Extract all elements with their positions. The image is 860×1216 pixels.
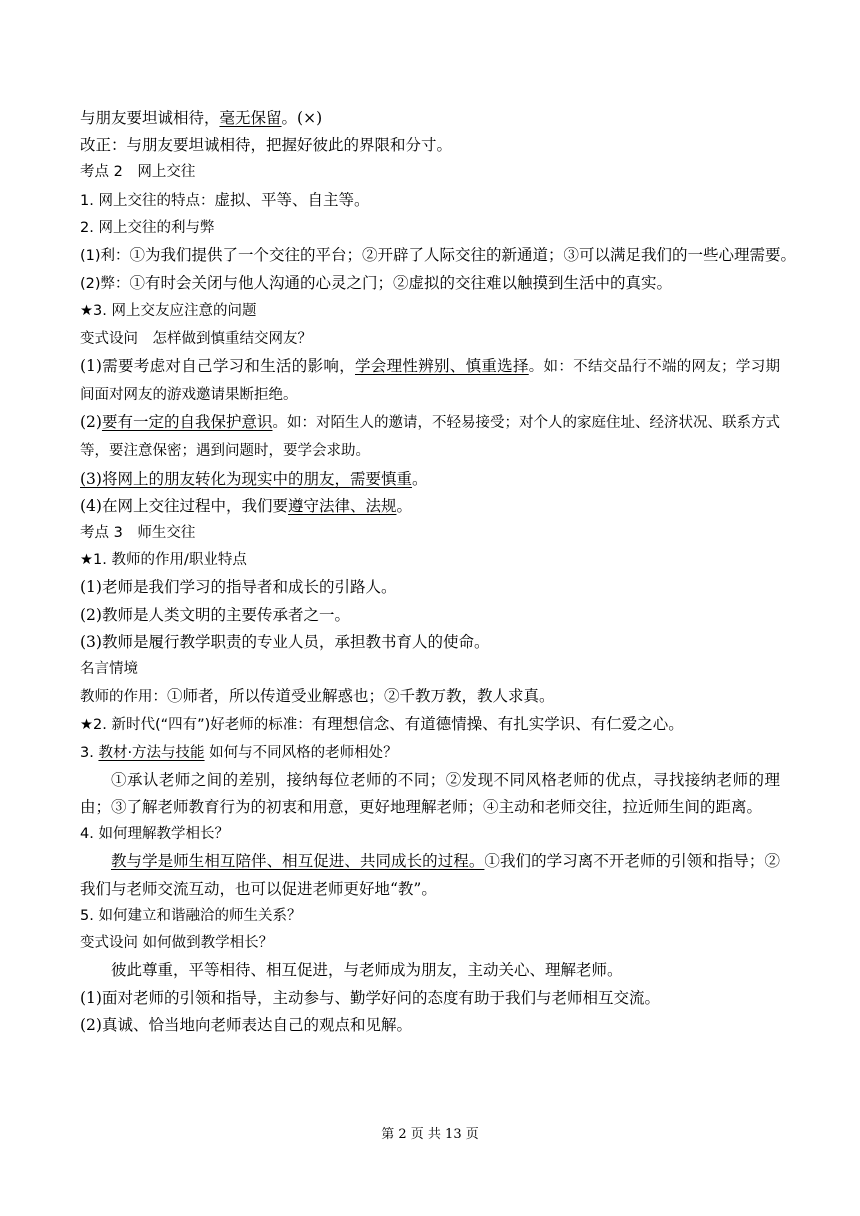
- item-label: ★2. 新时代(“四有”)好老师的标准：: [80, 717, 312, 734]
- text-line: (1)老师是我们学习的指导者和成长的引路人。: [80, 578, 397, 597]
- underlined-text: 要有一定的自我保护意识: [101, 413, 273, 432]
- text-span: 3.: [80, 744, 99, 761]
- page-content: [80, 105, 797, 1039]
- item-label: (2)弊：: [80, 276, 130, 293]
- text-span: (2): [80, 413, 102, 432]
- item-heading: ★1. 教师的作用/职业特点: [80, 552, 247, 569]
- underlined-text: (3)将网上的朋友转化为现实中的朋友，: [80, 469, 350, 488]
- text-line: [80, 242, 797, 270]
- text-span: 与朋友要坦诚相待，: [80, 109, 220, 127]
- text-span: ①师者，所以传道受业解惑也；②千教万教，教人求真。: [167, 687, 555, 706]
- correction-line: 改正：与朋友要坦诚相待，把握好彼此的界限和分寸。: [80, 136, 453, 155]
- text-line: (2)教师是人类文明的主要传承者之一。: [80, 605, 350, 624]
- text-line: (2)真诚、恰当地向老师表达自己的观点和见解。: [80, 1015, 412, 1034]
- item-label: 教师的作用：: [80, 689, 167, 706]
- text-line: [80, 493, 780, 520]
- underlined-text: 学会理性辨别、慎重选择: [355, 356, 529, 375]
- underlined-text: 需要慎重: [349, 469, 412, 488]
- item-heading: [80, 740, 780, 767]
- section-heading: 考点 3 师生交往: [80, 525, 196, 542]
- text-paragraph: [80, 409, 780, 465]
- text-span: ①为我们提供了一个交往的平台；②开辟了人际交往的新通道；③可以满足我们的一些心理需要。: [129, 246, 797, 265]
- text-paragraph: [80, 353, 780, 409]
- underlined-text: 毫无保留: [219, 109, 282, 127]
- underlined-text: 教材·方法与技能: [98, 744, 205, 761]
- text-span: 。(×): [281, 109, 323, 127]
- text-span: 。: [396, 496, 412, 515]
- text-line: [80, 711, 780, 739]
- text-span: ①我们的学习离不开老师的引领和指导；②我们与老师交流互动，也可以促进老师更好地“教”。: [80, 852, 780, 898]
- text-span: 有理想信念、有道德情操、有扎实学识、有仁爱之心。: [311, 715, 684, 734]
- item-heading: 5. 如何建立和谐融洽的师生关系？: [80, 907, 302, 924]
- text-line: 彼此尊重，平等相待、相互促进，与老师成为朋友，主动关心、理解老师。: [111, 961, 623, 980]
- text-line: [80, 466, 780, 493]
- text-span: 。: [411, 469, 428, 488]
- item-heading: ★3. 网上交友应注意的问题: [80, 303, 257, 320]
- item-heading: 4. 如何理解教学相长？: [80, 826, 229, 843]
- text-span: ①有时会关闭与他人沟通的心灵之门；②虚拟的交往难以触摸到生活中的真实。: [129, 274, 673, 293]
- text-line: (1)面对老师的引领和指导，主动参与、勤学好问的态度有助于我们与老师相互交流。: [80, 988, 660, 1007]
- text-span: 虚拟、平等、自主等。: [214, 190, 370, 209]
- item-heading: 1. 网上交往的特点：: [80, 192, 215, 209]
- text-span: (1)需要考虑对自己学习和生活的影响，: [80, 356, 355, 375]
- item-label: (1)利：: [80, 248, 130, 265]
- text-line: [80, 270, 780, 298]
- quote-heading: 名言情境: [80, 661, 138, 678]
- underlined-text: 遵守法律、法规: [287, 496, 397, 515]
- underlined-text: 教与学是师生相互陪伴、相互促进、共同成长的过程。: [111, 852, 485, 871]
- page-footer: 第 2 页 共 13 页: [381, 1127, 479, 1142]
- example-text: 。如：不结交品行不端的网友；学习期间面对网友的游戏邀请果断拒绝。: [80, 358, 780, 404]
- text-line: [80, 187, 780, 215]
- text-line: [80, 105, 780, 132]
- text-paragraph: ①承认老师之间的差别，接纳每位老师的不同；②发现不同风格老师的优点，寻找接纳老师的理由；③了解老师教育行为的初衷和用意，更好地理解老师；④主动和老师交往，拉近师生间的距离。: [80, 770, 780, 817]
- section-heading: 考点 2 网上交往: [80, 164, 196, 181]
- variant-question: 变式设问 怎样做到慎重结交网友？: [80, 330, 312, 347]
- text-span: (4)在网上交往过程中，我们要: [80, 496, 288, 515]
- text-line: (3)教师是履行教学职责的专业人员，承担教书育人的使命。: [80, 632, 490, 651]
- text-line: [80, 683, 780, 711]
- variant-question: 变式设问 如何做到教学相长？: [80, 935, 274, 952]
- item-heading: 2. 网上交往的利与弊: [80, 219, 215, 236]
- text-paragraph: [80, 848, 780, 902]
- text-span: 如何与不同风格的老师相处？: [204, 744, 398, 761]
- example-text: 。如：对陌生人的邀请，不轻易接受；对个人的家庭住址、经济状况、联系方式等，要注意保密；遇到问题时，要学会求助。: [80, 415, 780, 460]
